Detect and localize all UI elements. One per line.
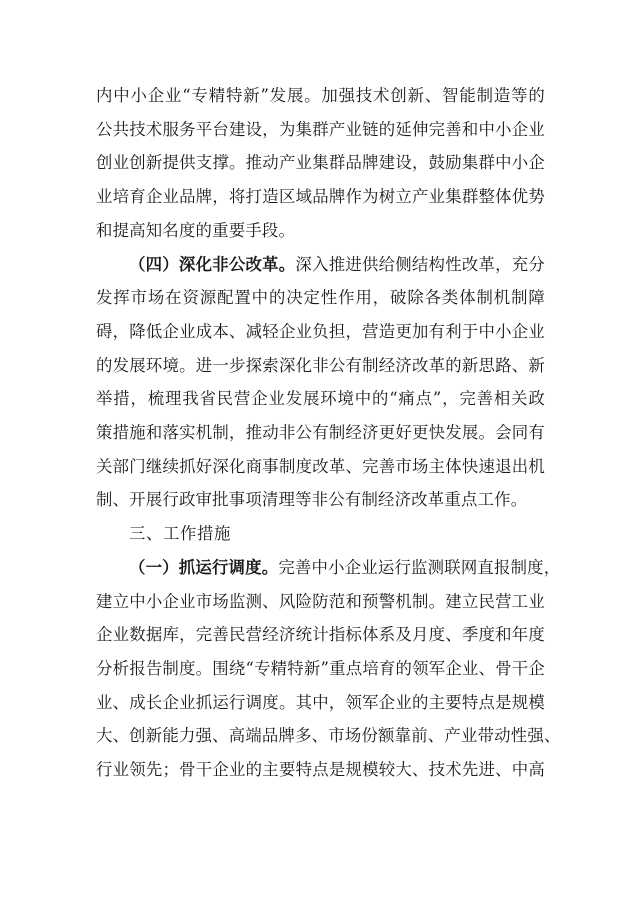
section-4-line: 制、开展行政审批事项清理等非公有制经济改革重点工作。 [96, 490, 528, 510]
body-line: 和提高知名度的重要手段。 [96, 220, 296, 240]
measure-1-line: 业、成长企业抓运行调度。其中，领军企业的主要特点是规模 [96, 692, 545, 712]
body-line: 公共技术服务平台建设，为集群产业链的延伸完善和中小企业 [96, 119, 545, 139]
section-4-line: 发挥市场在资源配置中的决定性作用，破除各类体制机制障 [96, 288, 545, 308]
document-body [96, 79, 561, 787]
body-line: 业培育企业品牌，将打造区域品牌作为树立产业集群整体优势 [96, 187, 545, 207]
body-line: 内中小企业“专精特新”发展。加强技术创新、智能制造等的 [96, 86, 545, 105]
measure-1-line: 大、创新能力强、高端品牌多、市场份额靠前、产业带动性强、 [96, 726, 561, 746]
measure-1-text: 完善中小企业运行监测联网直报制度， [278, 557, 561, 577]
section-4-title: （四）深化非公改革。 [129, 254, 296, 274]
measure-1-title: （一）抓运行调度。 [129, 557, 279, 577]
section-4-line: 举措，梳理我省民营企业发展环境中的“痛点”，完善相关政 [96, 389, 545, 409]
measure-1-line: 建立中小企业市场监测、风险防范和预警机制。建立民营工业 [96, 591, 545, 611]
section-4-line: 的发展环境。进一步探索深化非公有制经济改革的新思路、新 [96, 355, 545, 375]
measure-1-line: 行业领先；骨干企业的主要特点是规模较大、技术先进、中高 [96, 760, 545, 780]
section-4-text: 深入推进供给侧结构性改革，充分 [295, 254, 546, 274]
body-line: 创业创新提供支撑。推动产业集群品牌建设，鼓励集群中小企 [96, 153, 545, 173]
measure-1-line: 分析报告制度。围绕“专精特新”重点培育的领军企业、骨干企 [96, 658, 545, 678]
section-4-line: 碍，降低企业成本、减轻企业负担，营造更加有利于中小企业 [96, 321, 545, 341]
section-4-line: 策措施和落实机制，推动非公有制经济更好更快发展。会同有 [96, 423, 545, 443]
measure-1-first-line [96, 551, 561, 585]
chapter-3-heading: 三、工作措施 [129, 524, 231, 544]
measure-1-line: 企业数据库，完善民营经济统计指标体系及月度、季度和年度 [96, 625, 545, 645]
section-4-first-line [96, 248, 545, 282]
section-4-line: 关部门继续抓好深化商事制度改革、完善市场主体快速退出机 [96, 456, 545, 476]
